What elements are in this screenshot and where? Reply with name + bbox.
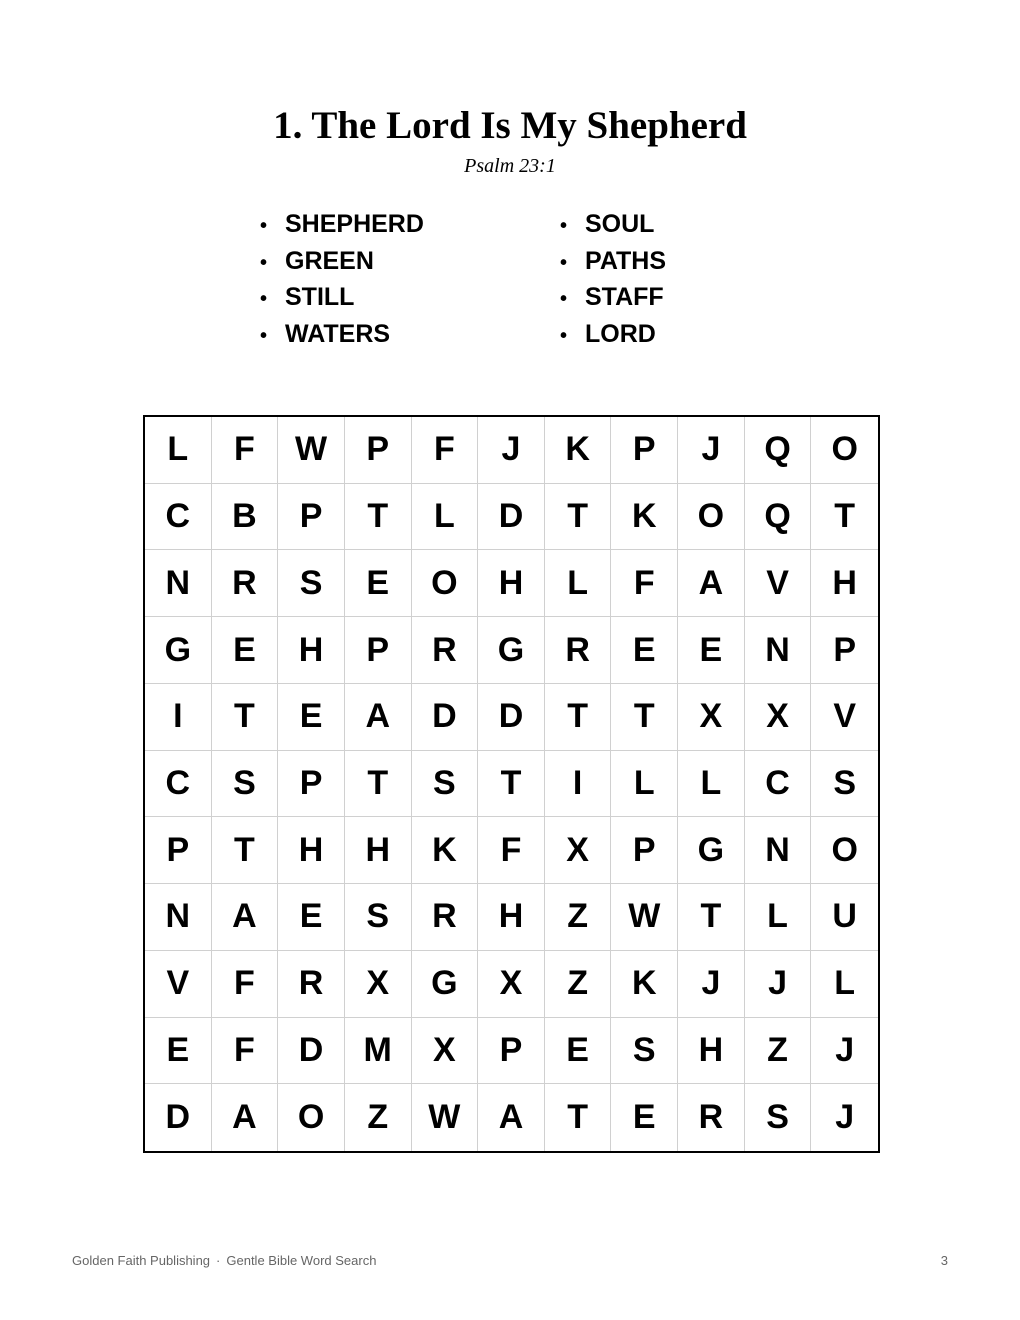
word-search-grid xyxy=(143,415,880,1153)
grid-cell[interactable]: X xyxy=(412,1018,479,1085)
word-list-item xyxy=(558,243,818,280)
word-label: LORD xyxy=(585,319,656,348)
grid-cell[interactable]: X xyxy=(478,951,545,1018)
word-list xyxy=(258,206,818,352)
grid-cell[interactable]: K xyxy=(412,817,479,884)
grid-cell[interactable]: K xyxy=(611,484,678,551)
grid-cell[interactable]: P xyxy=(811,617,878,684)
grid-cell[interactable]: P xyxy=(478,1018,545,1085)
bullet-icon: • xyxy=(560,251,568,274)
bullet-icon: • xyxy=(260,251,268,274)
grid-cell[interactable]: H xyxy=(345,817,412,884)
grid-cell[interactable]: E xyxy=(611,1084,678,1151)
grid-cell[interactable]: J xyxy=(811,1018,878,1085)
grid-cell[interactable]: J xyxy=(745,951,812,1018)
grid-cell[interactable]: L xyxy=(811,951,878,1018)
word-label: SHEPHERD xyxy=(285,210,424,238)
grid-cell[interactable]: P xyxy=(145,817,212,884)
grid-cell[interactable]: R xyxy=(278,951,345,1018)
grid-cell[interactable]: T xyxy=(345,751,412,818)
word-label: WATERS xyxy=(285,319,391,348)
grid-cell[interactable]: Q xyxy=(745,484,812,551)
word-list-item xyxy=(258,243,558,280)
grid-cell[interactable]: X xyxy=(678,684,745,751)
grid-cell[interactable]: L xyxy=(412,484,479,551)
grid-cell[interactable]: A xyxy=(212,884,279,951)
word-label: GREEN xyxy=(285,246,374,275)
grid-cell[interactable]: E xyxy=(212,617,279,684)
grid-cell[interactable]: G xyxy=(145,617,212,684)
grid-cell[interactable]: N xyxy=(145,550,212,617)
grid-cell[interactable]: H xyxy=(811,550,878,617)
grid-cell[interactable]: X xyxy=(345,951,412,1018)
grid-cell[interactable]: T xyxy=(345,484,412,551)
word-label: PATHS xyxy=(585,246,667,275)
grid-cell[interactable]: W xyxy=(611,884,678,951)
scripture-reference: Psalm 23:1 xyxy=(464,155,556,177)
grid-cell[interactable]: D xyxy=(412,684,479,751)
grid-cell[interactable]: S xyxy=(212,751,279,818)
grid-cell[interactable]: N xyxy=(145,884,212,951)
grid-cell[interactable]: C xyxy=(145,751,212,818)
bullet-icon: • xyxy=(560,215,568,237)
grid-cell[interactable]: R xyxy=(678,1084,745,1151)
grid-cell[interactable]: A xyxy=(212,1084,279,1151)
grid-cell[interactable]: O xyxy=(811,417,878,484)
grid-cell[interactable]: F xyxy=(212,1018,279,1085)
grid-cell[interactable]: F xyxy=(212,951,279,1018)
grid-cell[interactable]: T xyxy=(545,684,612,751)
grid-cell[interactable]: U xyxy=(811,884,878,951)
word-list-item xyxy=(558,279,818,316)
grid-cell[interactable]: H xyxy=(278,817,345,884)
grid-cell[interactable]: T xyxy=(545,1084,612,1151)
bullet-icon: • xyxy=(260,324,268,347)
grid-cell[interactable]: D xyxy=(145,1084,212,1151)
grid-cell[interactable]: K xyxy=(545,417,612,484)
word-list-item xyxy=(258,206,558,243)
footer-credit xyxy=(72,1252,376,1270)
grid-cell[interactable]: I xyxy=(145,684,212,751)
grid-cell[interactable]: G xyxy=(678,817,745,884)
grid-cell[interactable]: T xyxy=(478,751,545,818)
grid-cell[interactable]: O xyxy=(811,817,878,884)
grid-cell[interactable]: S xyxy=(811,751,878,818)
bullet-icon: • xyxy=(560,324,568,347)
grid-cell[interactable]: X xyxy=(745,684,812,751)
grid-cell[interactable]: E xyxy=(545,1018,612,1085)
grid-cell[interactable]: C xyxy=(145,484,212,551)
grid-cell[interactable]: S xyxy=(345,884,412,951)
grid-cell[interactable]: R xyxy=(545,617,612,684)
word-list-item xyxy=(558,206,818,243)
grid-cell[interactable]: Z xyxy=(345,1084,412,1151)
grid-cell[interactable]: F xyxy=(611,550,678,617)
grid-cell[interactable]: B xyxy=(212,484,279,551)
grid-cell[interactable]: P xyxy=(345,417,412,484)
grid-cell[interactable]: Z xyxy=(745,1018,812,1085)
grid-cell[interactable]: V xyxy=(745,550,812,617)
grid-cell[interactable]: D xyxy=(278,1018,345,1085)
grid-cell[interactable]: V xyxy=(811,684,878,751)
grid-cell[interactable]: Z xyxy=(545,884,612,951)
grid-cell[interactable]: H xyxy=(478,884,545,951)
grid-cell[interactable]: E xyxy=(611,617,678,684)
grid-cell[interactable]: P xyxy=(611,417,678,484)
grid-cell[interactable]: S xyxy=(611,1018,678,1085)
grid-cell[interactable]: L xyxy=(745,884,812,951)
footer-separator: · xyxy=(216,1253,221,1268)
grid-cell[interactable]: T xyxy=(678,884,745,951)
grid-cell[interactable]: G xyxy=(478,617,545,684)
word-label: STAFF xyxy=(585,283,664,312)
footer-book-title: Gentle Bible Word Search xyxy=(226,1253,377,1268)
grid-cell[interactable]: F xyxy=(412,417,479,484)
grid-cell[interactable]: Q xyxy=(745,417,812,484)
grid-cell[interactable]: O xyxy=(412,550,479,617)
grid-cell[interactable]: I xyxy=(545,751,612,818)
grid-cell[interactable]: R xyxy=(212,550,279,617)
grid-cell[interactable]: P xyxy=(611,817,678,884)
bullet-icon: • xyxy=(260,288,268,311)
grid-cell[interactable]: H xyxy=(278,617,345,684)
grid-cell[interactable]: N xyxy=(745,617,812,684)
grid-cell[interactable]: E xyxy=(278,884,345,951)
grid-cell[interactable]: L xyxy=(611,751,678,818)
grid-cell[interactable]: K xyxy=(611,951,678,1018)
word-label: SOUL xyxy=(585,210,655,238)
grid-cell[interactable]: T xyxy=(545,484,612,551)
grid-cell[interactable]: S xyxy=(745,1084,812,1151)
grid-cell[interactable]: W xyxy=(278,417,345,484)
grid-cell[interactable]: X xyxy=(545,817,612,884)
grid-cell[interactable]: L xyxy=(545,550,612,617)
grid-cell[interactable]: V xyxy=(145,951,212,1018)
grid-cell[interactable]: R xyxy=(412,617,479,684)
grid-cell[interactable]: A xyxy=(678,550,745,617)
grid-cell[interactable]: A xyxy=(345,684,412,751)
footer-publisher: Golden Faith Publishing xyxy=(72,1253,211,1268)
word-list-item xyxy=(258,279,558,316)
grid-cell[interactable]: P xyxy=(345,617,412,684)
grid-cell[interactable]: P xyxy=(278,751,345,818)
grid-cell[interactable]: J xyxy=(835,1098,855,1137)
grid-cell[interactable]: T xyxy=(611,684,678,751)
grid-cell[interactable]: S xyxy=(278,550,345,617)
grid-cell[interactable]: E xyxy=(278,684,345,751)
grid-cell[interactable]: E xyxy=(145,1018,212,1085)
grid-cell[interactable]: M xyxy=(345,1018,412,1085)
grid-cell[interactable]: J xyxy=(678,951,745,1018)
grid-cell[interactable]: O xyxy=(278,1084,345,1151)
grid-cell[interactable]: O xyxy=(678,484,745,551)
grid-cell[interactable]: D xyxy=(478,484,545,551)
grid-cell[interactable]: W xyxy=(412,1084,479,1151)
grid-cell[interactable]: D xyxy=(478,684,545,751)
grid-cell[interactable]: Z xyxy=(545,951,612,1018)
grid-cell[interactable]: T xyxy=(212,684,279,751)
grid-cell[interactable]: P xyxy=(278,484,345,551)
grid-cell[interactable]: H xyxy=(678,1018,745,1085)
grid-cell[interactable]: C xyxy=(745,751,812,818)
word-list-item xyxy=(258,316,558,353)
grid-cell[interactable]: G xyxy=(412,951,479,1018)
grid-cell[interactable]: H xyxy=(478,550,545,617)
grid-cell[interactable]: S xyxy=(412,751,479,818)
grid-cell[interactable]: F xyxy=(478,817,545,884)
grid-cell[interactable]: E xyxy=(345,550,412,617)
grid-cell[interactable]: T xyxy=(811,484,878,551)
grid-cell[interactable]: A xyxy=(478,1084,545,1151)
grid-cell[interactable]: N xyxy=(745,817,812,884)
grid-cell[interactable]: F xyxy=(212,417,279,484)
word-label: STILL xyxy=(285,283,355,312)
page-title: 1. The Lord Is My Shepherd xyxy=(273,104,747,147)
grid-cell[interactable]: R xyxy=(412,884,479,951)
grid-cell[interactable]: L xyxy=(145,417,212,484)
grid-cell[interactable]: J xyxy=(678,417,745,484)
bullet-icon: • xyxy=(560,288,568,311)
grid-cell[interactable]: T xyxy=(212,817,279,884)
grid-cell[interactable]: J xyxy=(478,417,545,484)
word-list-item xyxy=(558,316,818,353)
page-number: 3 xyxy=(940,1253,948,1268)
grid-cell[interactable]: L xyxy=(678,751,745,818)
grid-cell[interactable]: E xyxy=(678,617,745,684)
bullet-icon: • xyxy=(260,215,268,237)
